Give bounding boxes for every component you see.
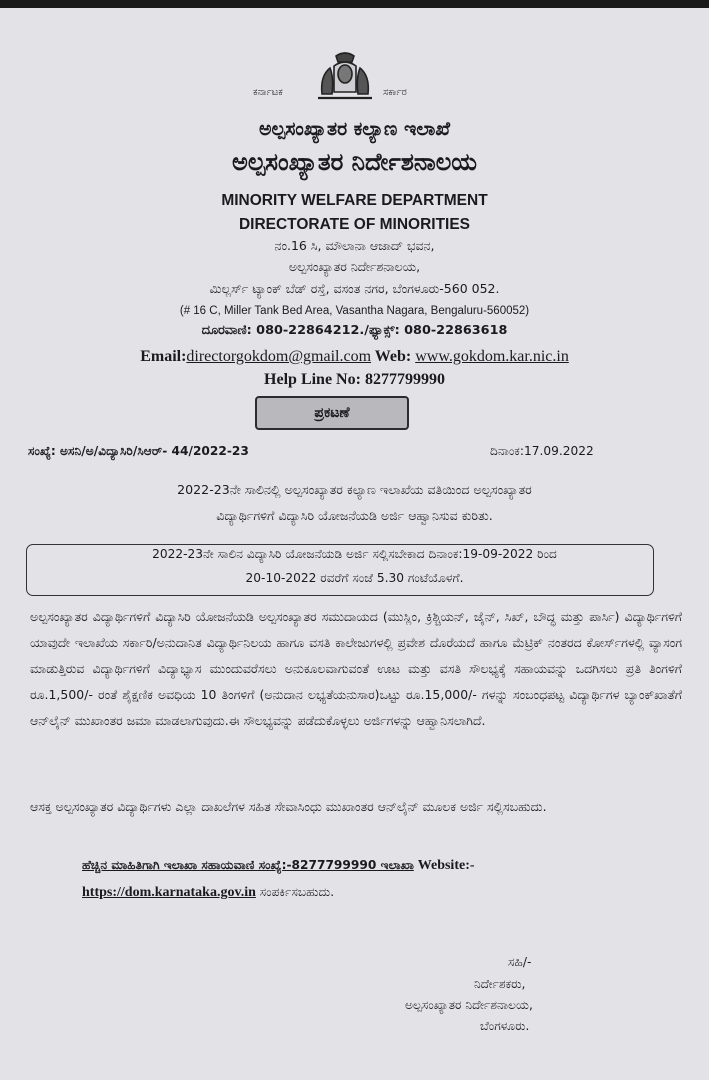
web-label: Web: bbox=[374, 348, 412, 365]
info-line-1 bbox=[82, 858, 475, 874]
address-line-1: ನಂ.16 ಸಿ, ಮೌಲಾನಾ ಆಜಾದ್ ಭವನ, bbox=[274, 238, 435, 253]
announcement-label: ಪ್ರಕಟಣೆ bbox=[255, 396, 409, 430]
info-helpline-text: ಹೆಚ್ಚಿನ ಮಾಹಿತಿಗಾಗಿ ಇಲಾಖಾ ಸಹಾಯವಾಣಿ ಸಂಖ್ಯೆ:-8277799990 ಇಲಾಖಾ bbox=[82, 858, 414, 872]
website-link[interactable]: www.gokdom.kar.nic.in bbox=[415, 348, 569, 365]
email-web-line bbox=[0, 348, 709, 366]
dept-name-english: MINORITY WELFARE DEPARTMENT bbox=[221, 192, 488, 209]
dept-name-kannada: ಅಲ್ಪಸಂಖ್ಯಾತರ ಕಲ್ಯಾಣ ಇಲಾಖೆ bbox=[259, 118, 450, 140]
helpline-number: Help Line No: 8277799990 bbox=[264, 371, 445, 388]
info-contact-suffix: ಸಂಪರ್ಕಿಸಬಹುದು. bbox=[259, 885, 335, 899]
address-english: (# 16 C, Miller Tank Bed Area, Vasantha Nagara, Bengaluru-560052) bbox=[179, 305, 530, 317]
state-label-right: ಸರ್ಕಾರ bbox=[383, 87, 407, 98]
reference-number: ಸಂಖ್ಯೆ: ಅಸನಿ/ಅ/ವಿದ್ಯಾಸಿರಿ/ಸಿಆರ್- 44/2022-23 bbox=[28, 444, 249, 458]
signature-city: ಬೆಂಗಳೂರು. bbox=[480, 1019, 530, 1033]
signature-title: ನಿರ್ದೇಶಕರು, bbox=[474, 977, 526, 991]
notice-date: ದಿನಾಂಕ:17.09.2022 bbox=[490, 444, 594, 458]
state-emblem-icon bbox=[312, 50, 378, 102]
department-portal-link[interactable]: https://dom.karnataka.gov.in bbox=[82, 885, 256, 900]
body-paragraph-2: ಆಸಕ್ತ ಅಲ್ಪಸಂಖ್ಯಾತರ ವಿದ್ಯಾರ್ಥಿಗಳು ಎಲ್ಲಾ ದಾಖಲೆಗಳ ಸಹಿತ ಸೇವಾಸಿಂಧು ಮುಖಾಂತರ ಆನ್‌ಲೈನ್ ಮೂಲಕ ಅರ್ಜಿ ಸಲ್ಲಿಸಬಹುದು. bbox=[30, 799, 547, 814]
top-dark-strip bbox=[0, 0, 709, 8]
signature-signed: ಸಹಿ/- bbox=[508, 955, 532, 969]
email-link[interactable]: directorgokdom@gmail.com bbox=[186, 348, 372, 365]
deadline-line-1: 2022-23ನೇ ಸಾಲಿನ ವಿದ್ಯಾಸಿರಿ ಯೋಜನೆಯಡಿ ಅರ್ಜಿ ಸಲ್ಲಿಸಬೇಕಾದ ದಿನಾಂಕ:19-09-2022 ರಿಂದ bbox=[152, 547, 557, 561]
subject-line-1: 2022-23ನೇ ಸಾಲಿನಲ್ಲಿ ಅಲ್ಪಸಂಖ್ಯಾತರ ಕಲ್ಯಾಣ ಇಲಾಖೆಯ ವತಿಯಿಂದ ಅಲ್ಪಸಂಖ್ಯಾತರ bbox=[177, 482, 532, 497]
info-website-label: Website:- bbox=[417, 858, 475, 873]
email-label: Email: bbox=[140, 348, 187, 365]
directorate-name-english: DIRECTORATE OF MINORITIES bbox=[238, 216, 471, 233]
address-line-3: ಮಿಲ್ಲರ್ಸ್ ಟ್ಯಾಂಕ್ ಬೆಡ್ ರಸ್ತೆ, ವಸಂತ ನಗರ, ಬೆಂಗಳೂರು-560 052. bbox=[209, 281, 500, 296]
subject-line-2: ವಿದ್ಯಾರ್ಥಿಗಳಿಗೆ ವಿದ್ಯಾಸಿರಿ ಯೋಜನೆಯಡಿ ಅರ್ಜಿ ಆಹ್ವಾನಿಸುವ ಕುರಿತು. bbox=[216, 508, 493, 523]
address-line-2: ಅಲ್ಪಸಂಖ್ಯಾತರ ನಿರ್ದೇಶನಾಲಯ, bbox=[288, 259, 421, 274]
body-paragraph-1: ಅಲ್ಪಸಂಖ್ಯಾತರ ವಿದ್ಯಾರ್ಥಿಗಳಿಗೆ ವಿದ್ಯಾಸಿರಿ ಯೋಜನೆಯಡಿ ಅಲ್ಪಸಂಖ್ಯಾತರ ಸಮುದಾಯದ (ಮುಸ್ಲಿಂ, ಕ್ರಿಶ್ಚಿಯನ್, ಜೈನ್, ಸಿಖ್, ಬೌದ್ಧ ಮತ್ತು ಪಾರ್ಸಿ) ವಿದ್ಯಾರ್ಥಿಗಳಿಗೆ ಯಾವುದೇ ಇಲಾಖೆಯ ಸರ್ಕಾರಿ/ಅನುದಾನಿತ ವಿದ್ಯಾರ್ಥಿನಿಲಯ ಹಾಗೂ ವಸತಿ ಕಾಲೇಜುಗಳಲ್ಲಿ ಪ್ರವೇಶ ದೊರೆಯದೆ ಹಾಗೂ ಮೆಟ್ರಿಕ್ ನಂತರದ ಕೋರ್ಸ್‌ಗಳಲ್ಲಿ ವ್ಯಾಸಂಗ ಮಾಡುತ್ತಿರುವ ವಿದ್ಯಾರ್ಥಿಗಳಿಗೆ ವಿದ್ಯಾಭ್ಯಾಸ ಮುಂದುವರೆಸಲು ಅನುಕೂಲವಾಗುವಂತೆ ಊಟ ಮತ್ತು ವಸತಿ ಸೌಲಭ್ಯಕ್ಕೆ ಸಹಾಯವನ್ನು ಒದಗಿಸಲು ಪ್ರತಿ ತಿಂಗಳಿಗೆ ರೂ.1,500/- ರಂತೆ ಶೈಕ್ಷಣಿಕ ಅವಧಿಯ 10 ತಿಂಗಳಿಗೆ (ಅನುದಾನ ಲಭ್ಯತೆಯನುಸಾರ)ಒಟ್ಟು ರೂ.15,000/- ಗಳನ್ನು ಸಂಬಂಧಪಟ್ಟ ವಿದ್ಯಾರ್ಥಿಗಳ ಬ್ಯಾಂಕ್‌ಖಾತೆಗೆ ಆನ್‌ಲೈನ್ ಮುಖಾಂತರ ಜಮಾ ಮಾಡಲಾಗುವುದು.ಈ ಸೌಲಭ್ಯವನ್ನು ಪಡೆದುಕೊಳ್ಳಲು ಅರ್ಜಿಗಳನ್ನು ಆಹ್ವಾನಿಸಲಾಗಿದೆ. bbox=[30, 609, 682, 728]
deadline-line-2: 20-10-2022 ರವರೆಗೆ ಸಂಜೆ 5.30 ಗಂಟೆಯೊಳಗೆ. bbox=[245, 571, 464, 585]
signature-office: ಅಲ್ಪಸಂಖ್ಯಾತರ ನಿರ್ದೇಶನಾಲಯ, bbox=[405, 998, 533, 1012]
phone-fax-line: ದೂರವಾಣಿ: 080-22864212./ಫ್ಯಾಕ್ಸ್: 080-22863618 bbox=[201, 323, 508, 338]
state-label-left: ಕರ್ನಾಟಕ bbox=[253, 87, 283, 98]
directorate-name-kannada: ಅಲ್ಪಸಂಖ್ಯಾತರ ನಿರ್ದೇಶನಾಲಯ bbox=[232, 148, 477, 176]
info-line-2 bbox=[82, 885, 334, 901]
